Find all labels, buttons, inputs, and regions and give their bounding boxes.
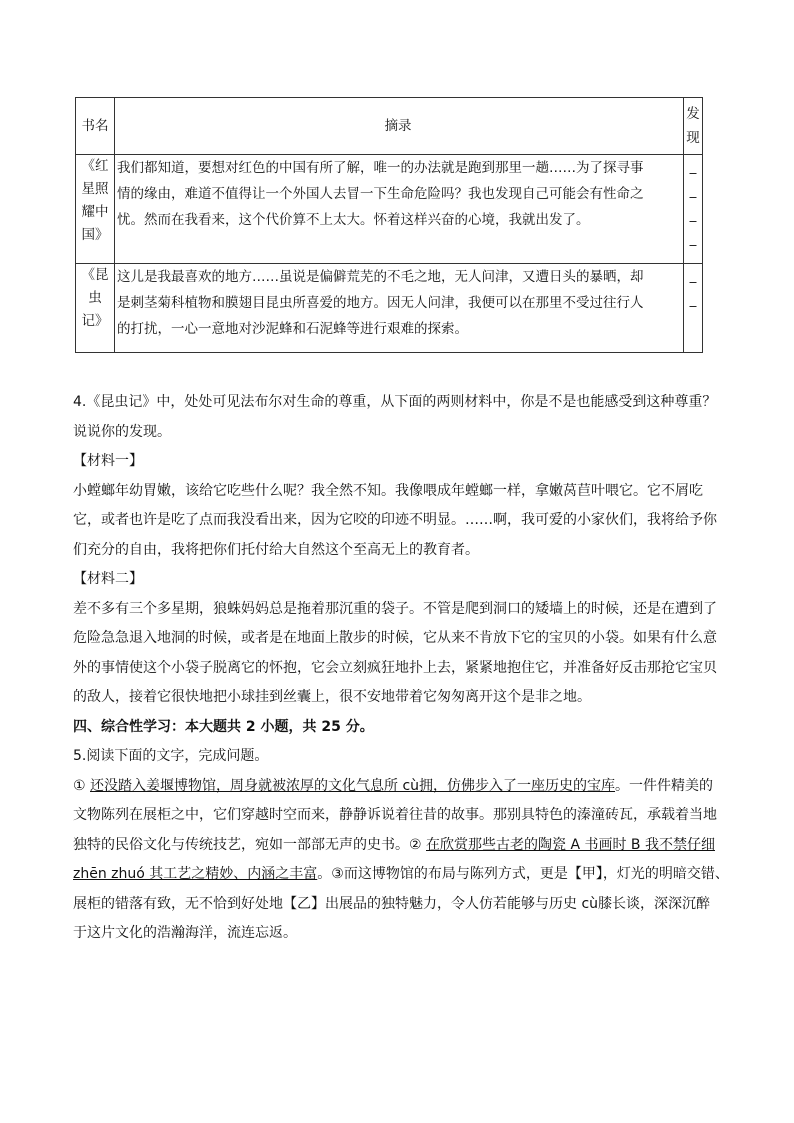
book-title-cell (76, 264, 115, 353)
blank-line: _ (689, 207, 697, 223)
underlined-sentence-2: 在欣赏那些古老的陶瓷 A 书画时 B 我不禁仔细 (426, 836, 715, 853)
header-finding-char: 发 (686, 106, 700, 122)
underlined-sentence-1: 还没踏入姜堰博物馆，周身就被浓厚的文化气息所 cù拥，仿佛步入了一座历史的宝库 (90, 777, 616, 794)
book-title-line: 《红 (81, 158, 109, 174)
excerpt-line: 是刺茎菊科植物和膜翅目昆虫所喜爱的地方。因无人问津，我便可以在那里不受过往行人 (117, 295, 644, 311)
material-2-line: 外的事情使这个小袋子脱离它的怀抱，它会立刻疯狂地扑上去，紧紧地抱住它，并准备好反击那抢它宝贝 (73, 659, 717, 676)
book-title-line: 虫 (88, 290, 102, 306)
material-1-line: 它，或者也许是吃了点而我没看出来，因为它咬的印迹不明显。……啊，我可爱的小家伙们，我将给予你 (73, 512, 717, 528)
passage-line: 展柜的错落有致，无不恰到好处地【乙】出展品的独特魅力，令人仿若能够与历史 cù膝长谈，深深沉醉 (73, 895, 711, 912)
table-header-row (76, 98, 703, 155)
material-2-line: 的敌人，接着它很快地把小球挂到丝囊上，很不安地带着它匆匆离开这个是非之地。 (73, 689, 591, 705)
header-finding-char: 现 (686, 130, 700, 146)
passage-text: 。一件件精美的 (615, 777, 714, 794)
sentence-marker: ① (73, 777, 91, 794)
passage-line (73, 860, 729, 890)
passage-text: 。③而这博物馆的布局与陈列方式，更是【甲】，灯光的明暗交错、 (317, 866, 729, 882)
material-2-line: 差不多有三个多星期，狼蛛妈妈总是拖着那沉重的袋子。不管是爬到洞口的矮墙上的时候，还是在遭到了 (73, 600, 717, 617)
book-title-line: 《昆 (81, 267, 109, 283)
excerpt-cell (115, 264, 684, 353)
blank-line: _ (689, 292, 697, 308)
book-title-line: 国》 (81, 227, 109, 243)
header-book: 书名 (76, 98, 115, 155)
passage-line (73, 831, 721, 861)
material-2-title: 【材料二】 (73, 571, 143, 587)
passage-text: 独特的民俗文化与传统技艺，宛如一部部无声的史书。② (73, 836, 426, 853)
header-excerpt: 摘录 (115, 98, 684, 155)
excerpt-cell (115, 155, 684, 264)
passage-line: 文物陈列在展柜之中，它们穿越时空而来，静静诉说着往昔的故事。那别具特色的溱潼砖瓦，承载着当地 (73, 807, 717, 823)
table-row (76, 155, 703, 264)
passage-line: 于这片文化的浩瀚海洋，流连忘返。 (73, 925, 297, 941)
question-5-prompt: 5.阅读下面的文字，完成问题。 (73, 748, 269, 764)
passage-line (73, 772, 721, 802)
book-title-line: 耀中 (81, 204, 109, 220)
book-title-line: 星照 (81, 181, 109, 197)
question-4-line: 4.《昆虫记》中，处处可见法布尔对生命的尊重，从下面的两则材料中，你是不是也能感受到这种尊重？ (73, 394, 717, 410)
reading-record-table (75, 97, 703, 353)
blank-line: _ (689, 183, 697, 199)
finding-answer-field[interactable] (684, 155, 703, 264)
book-title-line: 记》 (81, 313, 109, 329)
blank-line: _ (689, 231, 697, 247)
material-1-title: 【材料一】 (73, 453, 143, 469)
excerpt-line: 我们都知道，要想对红色的中国有所了解，唯一的办法就是跑到那里一趟……为了探寻事 (117, 160, 644, 176)
section-4-title: 四、综合性学习：本大题共 2 小题，共 25 分。 (73, 718, 374, 735)
question-content (73, 388, 729, 949)
excerpt-line: 这儿是我最喜欢的地方……虽说是偏僻荒芜的不毛之地，无人问津，又遭日头的暴晒，却 (117, 269, 644, 285)
question-4-line: 说说你的发现。 (73, 423, 171, 440)
finding-answer-field[interactable] (684, 264, 703, 353)
excerpt-line: 忧。然而在我看来，这个代价算不上太大。怀着这样兴奋的心境，我就出发了。 (117, 212, 590, 228)
blank-line: _ (689, 268, 697, 284)
material-1-line: 小螳螂年幼胃嫩，该给它吃些什么呢？我全然不知。我像喂成年螳螂一样，拿嫩莴苣叶喂它。它不屑吃 (73, 482, 703, 499)
book-title-cell (76, 155, 115, 264)
material-2-line: 危险急急退入地洞的时候，或者是在地面上散步的时候，它从来不肯放下它的宝贝的小袋。如果有什么意 (73, 630, 717, 646)
table-row (76, 264, 703, 353)
underlined-sentence-2-cont: zhēn zhuó 其工艺之精妙、内涵之丰富 (73, 866, 318, 882)
excerpt-line: 的打扰，一心一意地对沙泥蜂和石泥蜂等进行艰难的探索。 (117, 321, 468, 337)
header-finding (684, 98, 703, 155)
blank-line: _ (689, 159, 697, 175)
excerpt-line: 情的缘由，难道不值得让一个外国人去冒一下生命危险吗？我也发现自己可能会有性命之 (117, 186, 644, 202)
material-1-line: 们充分的自由，我将把你们托付给大自然这个至高无上的教育者。 (73, 541, 479, 558)
